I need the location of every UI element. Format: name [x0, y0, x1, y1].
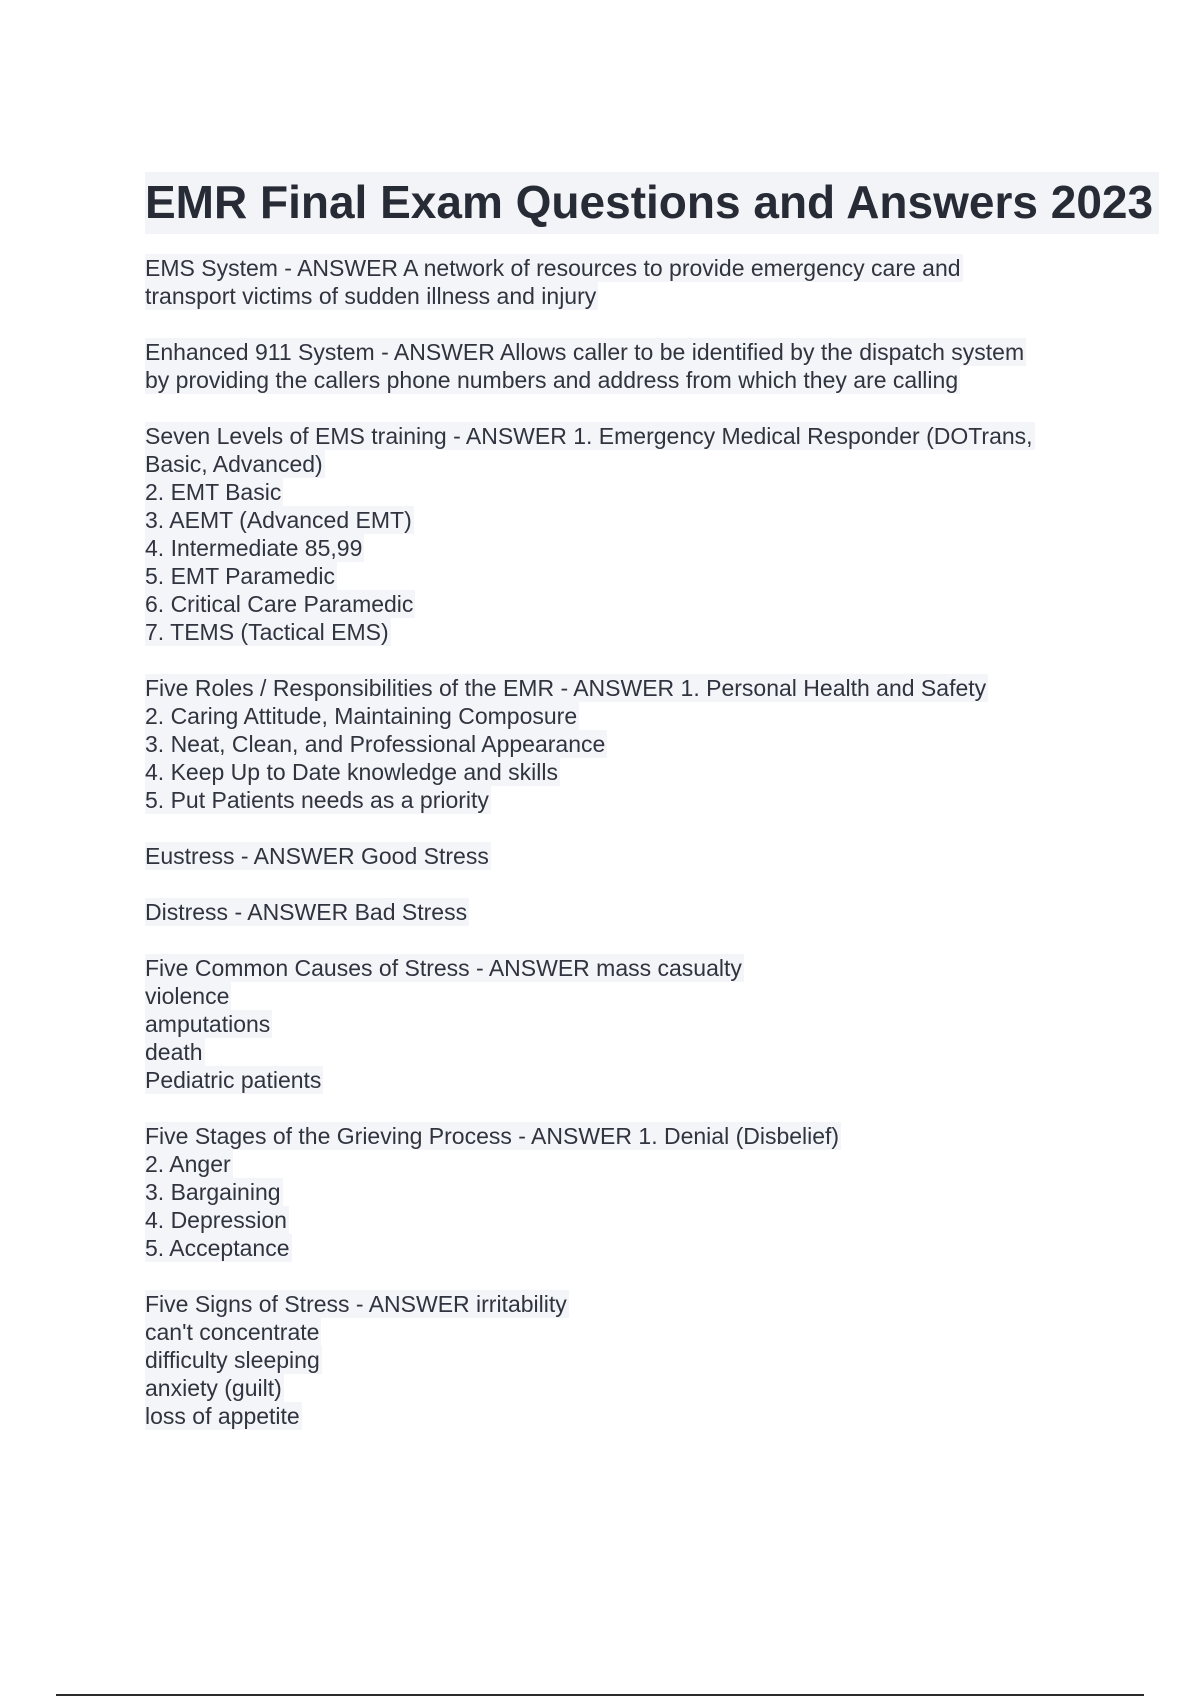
qa-line: 2. Caring Attitude, Maintaining Composure — [145, 703, 578, 729]
qa-list — [145, 254, 1085, 1458]
qa-entry-signs-of-stress — [145, 1290, 1085, 1430]
qa-line: 4. Intermediate 85,99 — [145, 535, 363, 561]
qa-line: 5. Put Patients needs as a priority — [145, 787, 489, 813]
qa-entry-ems-system — [145, 254, 1085, 310]
qa-line: 2. Anger — [145, 1151, 231, 1177]
qa-entry-seven-levels — [145, 422, 1085, 646]
footer-divider — [56, 1694, 1144, 1696]
qa-entry-enhanced-911 — [145, 338, 1085, 394]
qa-line: by providing the callers phone numbers and address from which they are calling — [145, 367, 959, 393]
qa-line: transport victims of sudden illness and injury — [145, 283, 597, 309]
qa-line: death — [145, 1039, 203, 1065]
qa-line: Five Roles / Responsibilities of the EMR - ANSWER 1. Personal Health and Safety — [145, 675, 987, 701]
qa-line: anxiety (guilt) — [145, 1375, 282, 1401]
qa-entry-eustress — [145, 842, 1085, 870]
qa-line: 3. AEMT (Advanced EMT) — [145, 507, 412, 533]
qa-line: 3. Bargaining — [145, 1179, 281, 1205]
qa-line: can't concentrate — [145, 1319, 320, 1345]
qa-line: Basic, Advanced) — [145, 451, 323, 477]
qa-line: EMS System - ANSWER A network of resources to provide emergency care and — [145, 255, 961, 281]
qa-line: violence — [145, 983, 230, 1009]
qa-entry-grieving-process — [145, 1122, 1085, 1262]
qa-line: 5. Acceptance — [145, 1235, 290, 1261]
qa-line: 5. EMT Paramedic — [145, 563, 336, 589]
qa-line: Seven Levels of EMS training - ANSWER 1. Emergency Medical Responder (DOTrans, — [145, 423, 1033, 449]
qa-line: Five Stages of the Grieving Process - ANSWER 1. Denial (Disbelief) — [145, 1123, 840, 1149]
qa-line: loss of appetite — [145, 1403, 300, 1429]
qa-line: Pediatric patients — [145, 1067, 322, 1093]
qa-entry-causes-of-stress — [145, 954, 1085, 1094]
qa-line: difficulty sleeping — [145, 1347, 320, 1373]
qa-line: Eustress - ANSWER Good Stress — [145, 843, 489, 869]
qa-line: Five Signs of Stress - ANSWER irritability — [145, 1291, 567, 1317]
qa-line: Enhanced 911 System - ANSWER Allows caller to be identified by the dispatch system — [145, 339, 1025, 365]
qa-line: 7. TEMS (Tactical EMS) — [145, 619, 389, 645]
qa-line: amputations — [145, 1011, 271, 1037]
qa-line: 3. Neat, Clean, and Professional Appearance — [145, 731, 606, 757]
qa-entry-five-roles — [145, 674, 1085, 814]
qa-entry-distress — [145, 898, 1085, 926]
qa-line: Five Common Causes of Stress - ANSWER mass casualty — [145, 955, 742, 981]
qa-line: 4. Keep Up to Date knowledge and skills — [145, 759, 558, 785]
qa-line: 6. Critical Care Paramedic — [145, 591, 414, 617]
page-title: EMR Final Exam Questions and Answers 2023 — [145, 172, 1159, 234]
qa-line: 4. Depression — [145, 1207, 287, 1233]
qa-line: 2. EMT Basic — [145, 479, 282, 505]
qa-line: Distress - ANSWER Bad Stress — [145, 899, 468, 925]
